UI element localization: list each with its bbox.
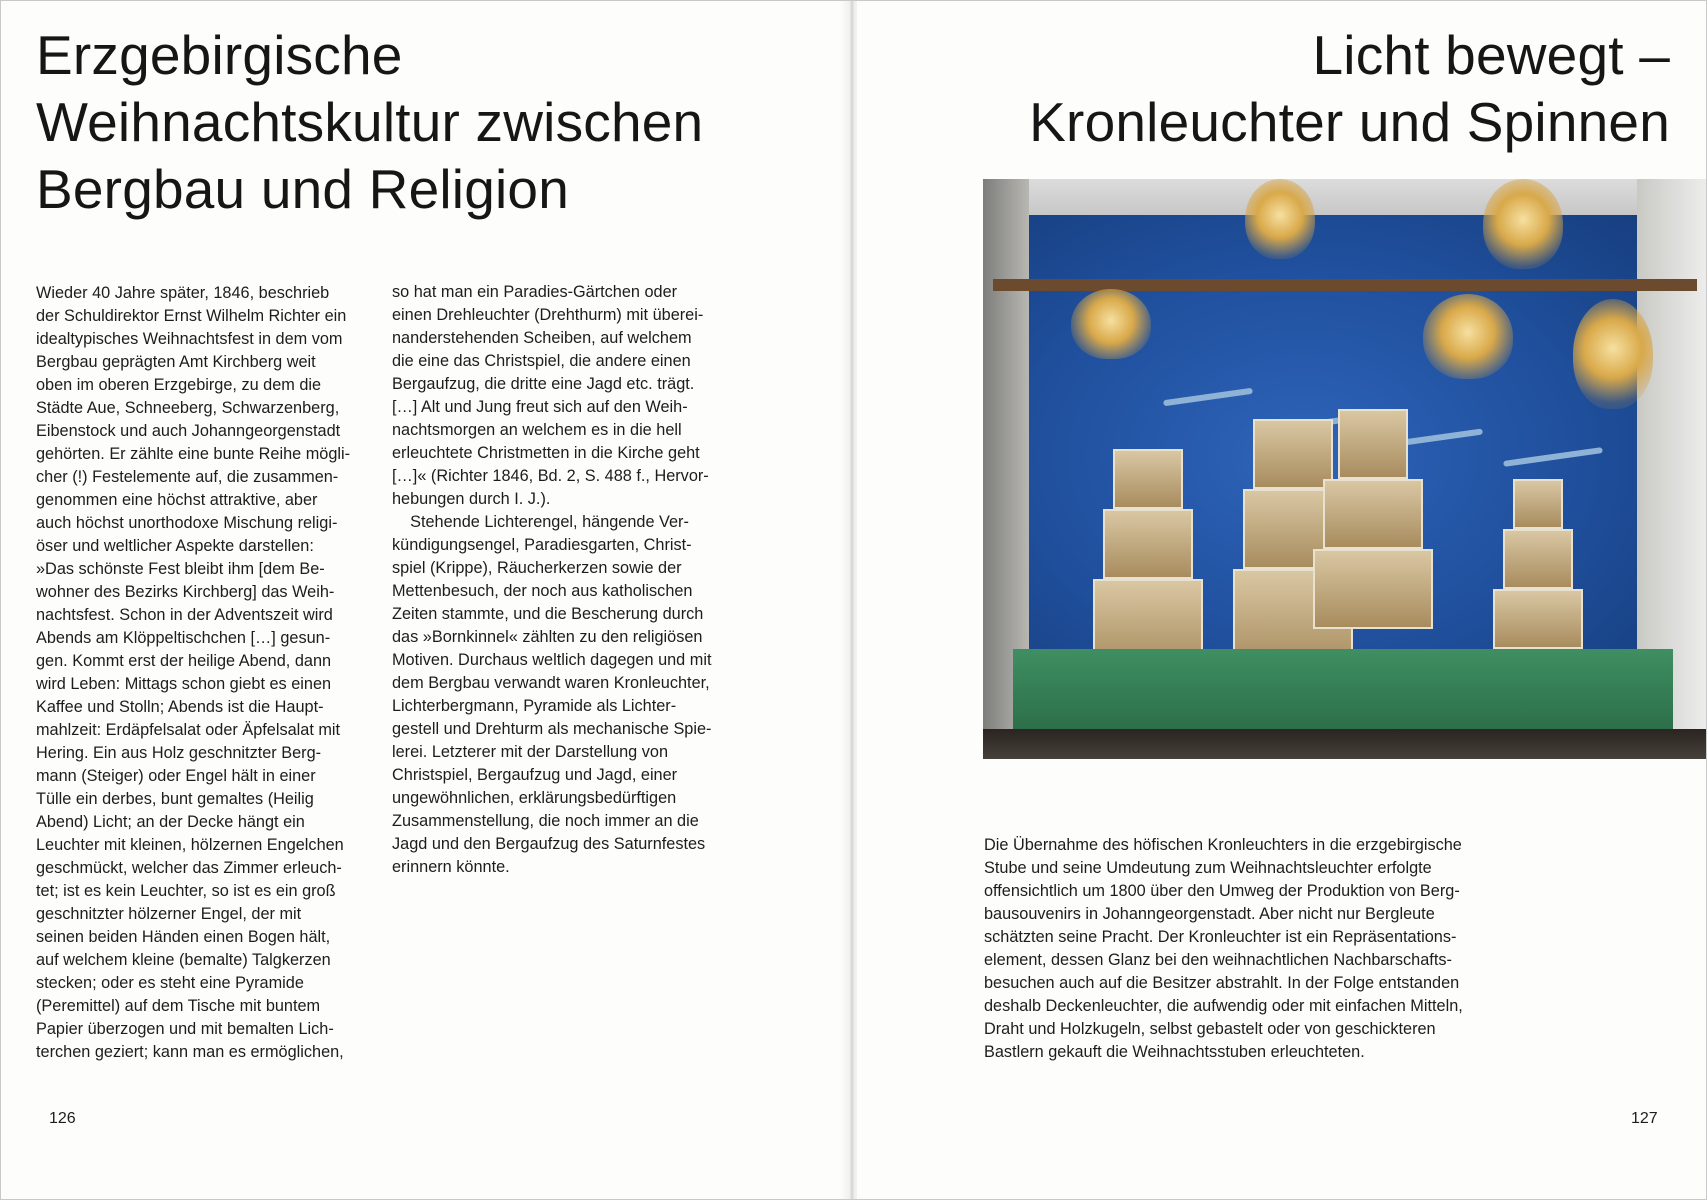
text-line: nachtsfest. Schon in der Adventszeit wird (36, 606, 333, 624)
chandelier-icon (1573, 299, 1653, 409)
text-line: Motiven. Durchaus weltlich dagegen und mit (392, 651, 712, 669)
chandelier-icon (1071, 289, 1151, 359)
text-line: mahlzeit: Erdäpfelsalat oder Äpfelsalat mit (36, 721, 341, 739)
text-line: Mettenbesuch, der noch aus katholischen (392, 582, 693, 600)
text-line: Stehende Lichterengel, hängende Ver- (392, 513, 689, 531)
text-line: Die Übernahme des höfischen Kronleuchters in die erzgebirgische (984, 836, 1462, 854)
text-line: Zusammenstellung, die noch immer an die (392, 812, 699, 830)
text-line: wohner des Bezirks Kirchberg] das Weih- (36, 583, 335, 601)
text-line: Lichterbergmann, Pyramide als Lichter- (392, 697, 677, 715)
text-line: Hering. Ein aus Holz geschnitzter Berg- (36, 744, 322, 762)
photo-green-floor (1013, 649, 1673, 734)
text-line: so hat man ein Paradies-Gärtchen oder (392, 283, 678, 301)
text-line: ungewöhnlichen, erklärungsbedürftigen (392, 789, 677, 807)
text-line: kündigungsengel, Paradiesgarten, Christ- (392, 536, 692, 554)
text-line: Tülle ein derbes, bunt gemaltes (Heilig (36, 790, 314, 808)
left-text-column-2 (392, 281, 742, 879)
text-line: offensichtlich um 1800 über den Umweg der Produktion von Berg- (984, 882, 1460, 900)
museum-display-case-photo (983, 179, 1707, 759)
christmas-pyramid-icon (1493, 479, 1583, 649)
title-line: Weihnachtskultur zwischen (36, 91, 704, 153)
text-line: Abend) Licht; an der Decke hängt ein (36, 813, 305, 831)
text-line: wird Leben: Mittags schon giebt es einen (36, 675, 332, 693)
text-line: […]« (Richter 1846, Bd. 2, S. 488 f., Hervor- (392, 467, 709, 485)
text-line: geschmückt, welcher das Zimmer erleuch- (36, 859, 342, 877)
christmas-pyramid-icon (1313, 409, 1433, 629)
text-line: Abends am Klöppeltischchen […] gesun- (36, 629, 331, 647)
chandelier-icon (1245, 179, 1315, 259)
text-line: oben im oberen Erzgebirge, zu dem die (36, 376, 322, 394)
text-line: stecken; oder es steht eine Pyramide (36, 974, 304, 992)
text-line: Kaffee und Stolln; Abends ist die Haupt- (36, 698, 324, 716)
text-line: element, dessen Glanz bei den weihnachtlichen Nachbarschafts- (984, 951, 1452, 969)
christmas-pyramid-icon (1093, 449, 1203, 669)
right-page (857, 0, 1707, 1200)
text-line: Wieder 40 Jahre später, 1846, beschrieb (36, 284, 330, 302)
text-line: das »Bornkinnel« zählten zu den religiösen (392, 628, 703, 646)
text-line: genommen eine höchst attraktive, aber (36, 491, 318, 509)
text-line: die eine das Christspiel, die andere einen (392, 352, 691, 370)
text-line: gen. Kommt erst der heilige Abend, dann (36, 652, 332, 670)
text-line: idealtypisches Weihnachtsfest in dem vom (36, 330, 343, 348)
text-line: auch höchst unorthodoxe Mischung religi- (36, 514, 338, 532)
text-line: Städte Aue, Schneeberg, Schwarzenberg, (36, 399, 340, 417)
text-line: besuchen auch auf die Besitzer abstrahlt. In der Folge entstanden (984, 974, 1460, 992)
text-line: »Das schönste Fest bleibt ihm [dem Be- (36, 560, 325, 578)
text-line: gehörten. Er zählte eine bunte Reihe mögli- (36, 445, 351, 463)
text-line: Eibenstock und auch Johanngeorgenstadt (36, 422, 341, 440)
text-line: lerei. Letzterer mit der Darstellung von (392, 743, 668, 761)
chandelier-icon (1483, 179, 1563, 269)
text-line: nanderstehenden Scheiben, auf welchem (392, 329, 692, 347)
text-line: geschnitzter hölzerner Engel, der mit (36, 905, 302, 923)
text-line: auf welchem kleine (bemalte) Talgkerzen (36, 951, 331, 969)
text-line: erinnern könnte. (392, 858, 510, 876)
text-line: deshalb Deckenleuchter, die aufwendig oder mit einfachen Mitteln, (984, 997, 1463, 1015)
text-line: tet; ist es kein Leuchter, so ist es ein groß (36, 882, 336, 900)
text-line: öser und weltlicher Aspekte darstellen: (36, 537, 314, 555)
text-line: gestell und Drehturm als mechanische Spie- (392, 720, 712, 738)
right-text-column (984, 834, 1524, 1064)
text-line: Papier überzogen und mit bemalten Lich- (36, 1020, 334, 1038)
photo-case-base (983, 729, 1707, 759)
text-line: spiel (Krippe), Räucherkerzen sowie der (392, 559, 682, 577)
text-line: Bastlern gekauft die Weihnachtsstuben erleuchteten. (984, 1043, 1365, 1061)
text-line: der Schuldirektor Ernst Wilhelm Richter ein (36, 307, 347, 325)
text-line: seinen beiden Händen einen Bogen hält, (36, 928, 331, 946)
text-line: (Peremittel) auf dem Tische mit buntem (36, 997, 321, 1015)
title-line: Licht bewegt – (1312, 24, 1670, 86)
text-line: Stube und seine Umdeutung zum Weihnachtsleuchter erfolgte (984, 859, 1432, 877)
text-line: dem Bergbau verwandt waren Kronleuchter, (392, 674, 710, 692)
left-text-column-1 (36, 282, 376, 1064)
title-line: Bergbau und Religion (36, 158, 569, 220)
text-line: Leuchter mit kleinen, hölzernen Engelchen (36, 836, 344, 854)
text-line: bausouvenirs in Johanngeorgenstadt. Aber nicht nur Bergleute (984, 905, 1435, 923)
text-line: einen Drehleuchter (Drehthurm) mit überei- (392, 306, 704, 324)
text-line: Draht und Holzkugeln, selbst gebastelt oder von geschickteren (984, 1020, 1436, 1038)
text-line: schätzten seine Pracht. Der Kronleuchter ist ein Repräsentations- (984, 928, 1457, 946)
text-line: Bergbau geprägten Amt Kirchberg weit (36, 353, 316, 371)
photo-wooden-beam (993, 279, 1697, 291)
text-line: mann (Steiger) oder Engel hält in einer (36, 767, 316, 785)
text-line: Christspiel, Bergaufzug und Jagd, einer (392, 766, 678, 784)
right-page-title (910, 22, 1670, 156)
left-page (0, 0, 851, 1200)
title-line: Erzgebirgische (36, 24, 403, 86)
text-line: erleuchtete Christmetten in die Kirche geht (392, 444, 700, 462)
text-line: hebungen durch I. J.). (392, 490, 551, 508)
page-number-right: 127 (1631, 1110, 1658, 1127)
text-line: […] Alt und Jung freut sich auf den Weih- (392, 398, 688, 416)
text-line: Jagd und den Bergaufzug des Saturnfestes (392, 835, 706, 853)
text-line: nachtsmorgen an welchem es in die hell (392, 421, 682, 439)
title-line: Kronleuchter und Spinnen (1029, 91, 1670, 153)
text-line: Zeiten stammte, und die Bescherung durch (392, 605, 704, 623)
text-line: Bergaufzug, die dritte eine Jagd etc. trägt. (392, 375, 695, 393)
page-number-left: 126 (49, 1110, 76, 1127)
chandelier-icon (1423, 294, 1513, 379)
text-line: terchen geziert; kann man es ermöglichen, (36, 1043, 344, 1061)
left-page-title (36, 22, 816, 223)
text-line: cher (!) Festelemente auf, die zusammen- (36, 468, 339, 486)
